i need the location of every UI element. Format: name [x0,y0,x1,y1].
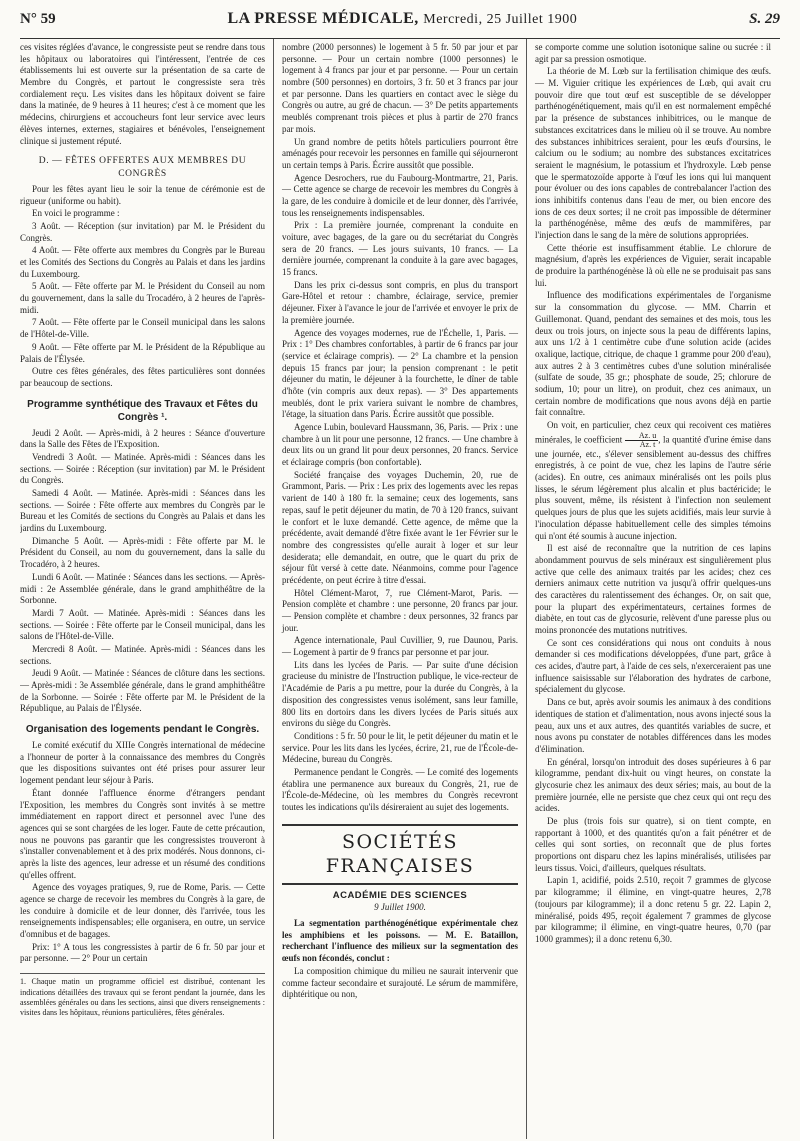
paragraph: Dimanche 5 Août. — Après-midi : Fête offerte par M. le Président du Conseil, au nom du gouvernement, dans la salle du Trocadéro, à 2 heures. [20,535,265,570]
paragraph: Agence des voyages modernes, rue de l'Échelle, 1, Paris. — Prix : 1° Des chambres confortables, à partir de 6 francs par jour (service et éclairage compris). — 2° La chambre et la pension depuis 15 francs par jour; la pension comprenant : le petit déjeuner du matin, le déjeuner à la fourchette, le dîner de table d'hôte (vin compris aux deux repas). — 3° Des appartements meublés, dont le prix variera suivant le nombre de chambres, l'étage, la situation dans Paris. Écrire aussitôt que possible. [282,327,518,420]
paragraph: 4 Août. — Fête offerte aux membres du Congrès par le Bureau et les Comités des Sections du Congrès au Palais et dans les jardins du Luxembourg. [20,245,265,279]
issue-date: Mercredi, 25 Juillet 1900 [423,12,578,27]
paragraph: se comporte comme une solution isotonique saline ou sucrée : il agit par sa pression osmotique. [535,42,771,64]
paragraph: La segmentation parthénogénétique expérimentale chez les amphibiens et les poissons. — M. E. Bataillon, recherchant l'influence des milieux sur la segmentation des œufs non fécondés, conclut : [282,918,518,964]
paragraph: Jeudi 9 Août. — Matinée : Séances de clôture dans les sections. — Après-midi : 3e Assemblée générale, dans le grand amphithéâtre de la Sorbonne. — Soirée : Fête offerte par M. le Président de la République, au Palais de l'Élysée. [20,668,265,714]
fraction-numerator: Az. u [625,432,658,441]
paragraph: 5 Août. — Fête offerte par M. le Président du Conseil au nom du gouvernement, dans la salle du Trocadéro, à 2 heures de l'après-midi. [20,281,265,315]
paragraph: Jeudi 2 Août. — Après-midi, à 2 heures : Séance d'ouverture dans la Salle des Fêtes de l'Exposition. [20,427,265,450]
column-3 [526,39,779,1139]
paragraph: Vendredi 3 Août. — Matinée. Après-midi : Séances dans les sections. — Soirée : Réception (sur invitation) par M. le Président du Congrès. [20,451,265,486]
paragraph: Prix : La première journée, comprenant la conduite en voiture, avec bagages, de la gare ou du secrétariat du Congrès sera de 20 francs. — Les jours suivants, 10 francs. — La dernière journée, comprenant la conduite à la gare avec bagages, 15 francs. [282,220,518,278]
paragraph: En général, lorsqu'on introduit des doses supérieures à 6 par kilogramme, pendant dix-huit ou vingt heures, on constate la glycosurie chez les animaux des deux séries; mais, au bout de la première journée, elle ne persiste que chez ceux qui ont reçu des acides. [535,756,771,814]
text-run: On voit, en particulier, chez ceux qui recoivent ces matières minérales, le coefficient [535,420,771,445]
paragraph: La composition chimique du milieu ne saurait intervenir que comme facteur secondaire et surajouté. Le sérum de mammifère, diphtéritique ou non, [282,965,518,1000]
paragraph: De plus (trois fois sur quatre), si on tient compte, en rapportant à 1000, et des quantités qu'on a fait pénétrer et de celles qui sont sorties, on reconnaît que de plus fortes proportions ont disparu chez les lapins minéralisés, utilisées par leurs tissus. Voici, d'ailleurs, quelques résultats. [535,816,771,873]
paragraph: Hôtel Clément-Marot, 7, rue Clément-Marot, Paris. — Pension complète et chambre : une personne, 20 francs par jour. — Pension complète et chambre : deux personnes, 32 francs par jour. [282,587,518,633]
paragraph: Samedi 4 Août. — Matinée. Après-midi : Séances dans les sections. — Soirée : Fête offerte aux membres du Congrès par le Bureau et les Comités de sections du Congrès au Palais et dans les jardins du Luxembourg. [20,488,265,534]
publication-name: LA PRESSE MÉDICALE, [227,10,419,27]
academy-heading: ACADÉMIE DES SCIENCES [332,890,468,902]
footnote: 1. Chaque matin un programme officiel est distribué, contenant les indications détaillées des travaux qui se feront pendant la journée, dans les assemblées générales ou dans les sections, ainsi que divers renseignements : visites dans les hôpitaux, réunions particulières, fêtes générales. [20,973,265,1019]
paragraph: Lits dans les lycées de Paris. — Par suite d'une décision gracieuse du ministre de l'Instruction publique, le vice-recteur de l'Académie de Paris a pu mettre, pour la durée du Congrès, à la disposition des congressistes venus isolément, sans leur famille, 800 lits en dortoirs dans les divers lycées de Paris situés aux environs du siège du Congrès. [282,659,518,729]
column-1 [20,39,273,1139]
paragraph: Agence Lubin, boulevard Haussmann, 36, Paris. — Prix : une chambre à un lit pour une personne, 12 francs. — Une chambre à deux lits ou un grand lit pour deux personnes, 20 francs. Service et éclairage compris (bon confortable). [282,422,518,468]
paragraph: ces visites réglées d'avance, le congressiste peut se rendre dans tous les hôpitaux ou laboratoires qui l'intéressent, l'entrée de ces établissements lui est ouverte sur la présentation de sa carte de Membre du Congrès, et partout le congressiste sera très cordialement reçu. Les visites dans les hôpitaux doivent se faire dans la matinée, de 9 heures à 11 heures; c'est à ce moment que les médecins, chirurgiens et accoucheurs font leur service avec leurs élèves internes, externes, stagiaires et bénévoles, l'enseignement clinique si justement réputé. [20,42,265,146]
paragraph: Permanence pendant le Congrès. — Le comité des logements établira une permanence aux bureaux du Congrès, 21, rue de l'École-de-Médecine, où les membres du Congrès recevront toutes les indications qu'ils désireraient au sujet des logements. [282,766,518,812]
paragraph: 3 Août. — Réception (sur invitation) par M. le Président du Congrès. [20,220,265,243]
paragraph: La théorie de M. Lœb sur la fertilisation chimique des œufs. — M. Viguier critique les expériences de Lœb, qui avait cru pouvoir dire que tout œuf est susceptible de se développer parthénogénétiquement, mais qu'il en est normalement empêché par la présence de substances inhibitrices, ou le manque de substances excitatrices dans le milieu où il se trouve. Au nombre des substances inhibitrices seraient, pour les œufs d'oursins, le calcium ou le sodium; au nombre des substances excitatrices seraient le magnésium, le potassium et l'hydroxyle. Lœb pense que le spermatozoïde apporte à l'œuf les ions qui lui manquent pour évoluer ou des ions capables de contrebalancer l'action des ions inhibitifs contenus dans l'eau de mer, ou bien encore des ions de ces deux sortes; il ne croit pas impossible de déterminer la parthénogénèse, même des œufs de mammifères, par l'injection dans le sang de la mère de solutions appropriées. [535,66,771,240]
paragraph: Pour les fêtes ayant lieu le soir la tenue de cérémonie est de rigueur (uniforme ou habit). [20,183,265,206]
paragraph: Lapin 1, acidifié, poids 2.510, reçoit 7 grammes de glycose par kilogramme; il élimine, en vingt-quatre heures, 2,78 (toujours par kilogramme); il a donc retenu 5 gr. 22. Lapin 2, minéralisé, poids 495, reçoit également 7 grammes de glycose par kilogramme; il élimine, en vingt-quatre heures, 0,70 (par 1000 grammes); il a donc retenu 6,30. [535,875,771,944]
paragraph: Agence des voyages pratiques, 9, rue de Rome, Paris. — Cette agence se charge de recevoir les membres du Congrès à la gare, de les conduire à domicile et de leur donner, dès l'arrivée, tous les renseignements indispensables; elle organisera, en outre, un service d'omnibus et de bagages. [20,882,265,940]
paragraph: Il est aisé de reconnaître que la nutrition de ces lapins abondamment pourvus de sels minéraux est singulièrement plus active que celle des animaux traités par les acides; chez ces derniers animaux cette nutrition va jusqu'à offrir quelques-uns des caractères du ralentissement des échanges. Or, on sait que, pour la plupart des expérimentateurs, certaines formes de diabète, en tout cas de glycosurie, relèvent d'une paresse plus ou moins prononcée des mutations nutritives. [535,543,771,635]
paragraph: Prix: 1° A tous les congressistes à partir de 6 fr. 50 par jour et par personne. — 2° Pour un certain [20,941,265,964]
issue-number: N° 59 [20,11,56,27]
masthead [20,10,780,36]
paragraph: nombre (2000 personnes) le logement à 5 fr. 50 par jour et par personne. — Pour un certain nombre (1000 personnes) le logement à 4 francs par jour et par personne. — Pour un certain nombre (500 personnes) en dortoirs, 3 fr. 50 et 3 francs par jour et par personne. Dans les quartiers en contact avec le siège du Congrès ou autre, au gré de chacun. — 3° De petits appartements meublés comprenant trois pièces et plus à partir de 270 francs par mois. [282,42,518,134]
fraction-denominator: Az. t [639,439,656,449]
paragraph: Influence des modifications expérimentales de l'organisme sur la consommation du glycose. — MM. Charrin et Guillemonat. Quand, pendant des semaines et des mois, tous les deux ou trois jours, on injecte sous la peau de différents lapins, aux uns 1/2 à 1 centimètre cube d'une solution acide (acides oxalique, lactique, citrique, de chaque 1 gramme pour 200 d'eau), aux autres 2 à 3 centimètres cubes d'une solution minéralisée (sulfate de soude, 35 gr.; phosphate de soude, 25; chlorure de sodium, 10; pour un litre), on produit, chez ces animaux, un certain nombre de modifications que nous avons déjà en partie fait connaître. [535,290,771,418]
section-title: D. — FÊTES OFFERTES AUX MEMBRES DU CONGRÈS [38,156,247,179]
paragraph: Ce sont ces considérations qui nous ont conduits à nous demander si ces modifications développées, d'une part, grâce à ces acides, d'autre part, à l'aide de ces sels, n'exerceraient pas une influence saisissable sur l'élaboration des hydrates de carbone, spécialement du glycose. [535,637,771,695]
paragraph: Agence internationale, Paul Cuvillier, 9, rue Daunou, Paris. — Logement à partir de 9 francs par personne et par jour. [282,635,518,658]
paragraph: Étant donnée l'affluence énorme d'étrangers pendant l'Exposition, les membres du Congrès sont invités à se mettre immédiatement en rapport direct et personnel avec l'une des agences qui se sont chargées de les loger. Faute de cette précaution, nous ne pouvons pas garantir que les congressistes trouveront à s'installer convenablement et à des prix modérés. Nous donnons, ci-après la liste des agences, leur adresse et un résumé des conditions qu'elles offrent. [20,787,265,880]
paragraph [535,420,771,542]
paragraph: Mardi 7 Août. — Matinée. Après-midi : Séances dans les sections. — Soirée : Fête offerte par le Conseil municipal, dans les salons de l'Hôtel-de-Ville. [20,607,265,642]
page-number: S. 29 [749,11,780,27]
columns [20,39,780,1139]
section-banner: SOCIÉTÉS FRANÇAISES [282,824,518,885]
subsection-title: Programme synthétique des Travaux et Fêtes du Congrès ¹. [27,398,258,423]
session-date: 9 Juillet 1900. [374,902,426,913]
coefficient-fraction [625,432,658,449]
paragraph: Dans ce but, après avoir soumis les animaux à des conditions identiques de station et d'alimentation, nous avons injecté sous la peau, aux uns et aux autres, des quantités variables de sucre, et nous avons pu constater de notables différences dans les modes d'élimination. [535,697,771,754]
paragraph: Dans les prix ci-dessus sont compris, en plus du transport Gare-Hôtel et retour : chambre, éclairage, service, premier déjeuner. Fixer à l'avance le jour de l'arrivée et envoyer le prix de la première journée. [282,279,518,325]
paragraph: Société française des voyages Duchemin, 20, rue de Grammont, Paris. — Prix : Les prix des logements avec les repas varient de 140 à 180 fr. la semaine; ceux des logements, sans repas, sauf le petit déjeuner du matin, de 70 à 120 francs, suivant le confort et le luxe demandé. Cette agence, de même que la précédente, avait demandé d'être fixée avant le 1er Février sur le nombre des congressistes qu'elle aurait à loger et sur leur desiderata; elle demandait, en outre, que le quart du prix de séjour fût versé à cette date. Néanmoins, comme pour l'agence précédente, on peut écrire à titre d'essai. [282,469,518,585]
paragraph: Le comité exécutif du XIIIe Congrès international de médecine a l'honneur de porter à la connaissance des membres du Congrès que les dispositions suivantes ont été prises pour assurer leur logement pendant leur séjour à Paris. [20,740,265,786]
paragraph: Un grand nombre de petits hôtels particuliers pourront être aménagés pour recevoir les personnes en famille qui séjourneront un certain temps à Paris. Écrire aussitôt que possible. [282,136,518,170]
text-run: , la quantité d'urine émise dans une journée, etc., s'élever sensiblement au-dessus des chiffres enregistrés, à ce point de vue, chez les lapins de l'autre série (acides). En outre, ces animaux minéralisés ont les poils plus lisses, le sérum légèrement plus alcalin et plus bactéricide; le plus souvent, même, ils résistent à l'infection non seulement quelques jours de plus que les sujets acidifiés, mais leur survie à l'inoculation dépasse habituellement celle des simples témoins qui n'ont été soumis à aucune injection. [535,434,772,541]
paragraph: Lundi 6 Août. — Matinée : Séances dans les sections. — Après-midi : 2e Assemblée générale, dans le grand amphithéâtre de la Sorbonne. [20,571,265,606]
paragraph: 9 Août. — Fête offerte par M. le Président de la République au Palais de l'Élysée. [20,341,265,364]
paragraph: Agence Desrochers, rue du Faubourg-Montmartre, 21, Paris. — Cette agence se charge de recevoir les membres du Congrès à la gare, de les conduire à domicile et de leur donner, dès l'arrivée, tous les renseignements indispensables. [282,172,518,218]
paragraph: Conditions : 5 fr. 50 pour le lit, le petit déjeuner du matin et le service. Pour les lits dans les lycées, écrire, 21, rue de l'École-de-Médecine, bureau du Congrès. [282,730,518,765]
column-2 [273,39,526,1139]
paragraph: 7 Août. — Fête offerte par le Conseil municipal dans les salons de l'Hôtel-de-Ville. [20,317,265,340]
paragraph: Outre ces fêtes générales, des fêtes particulières sont données par beaucoup de sections. [20,366,265,388]
publication-title [227,10,577,28]
paragraph: Cette théorie est insuffisamment établie. Le chlorure de magnésium, d'après les expériences de Viguier, serait incapable de produire la parthénogénèse là où elle ne se produisait pas sans lui. [535,242,771,288]
paragraph: En voici le programme : [32,208,120,219]
subsection-title: Organisation des logements pendant le Congrès. [25,724,260,736]
paragraph: Mercredi 8 Août. — Matinée. Après-midi : Séances dans les sections. [20,643,265,666]
